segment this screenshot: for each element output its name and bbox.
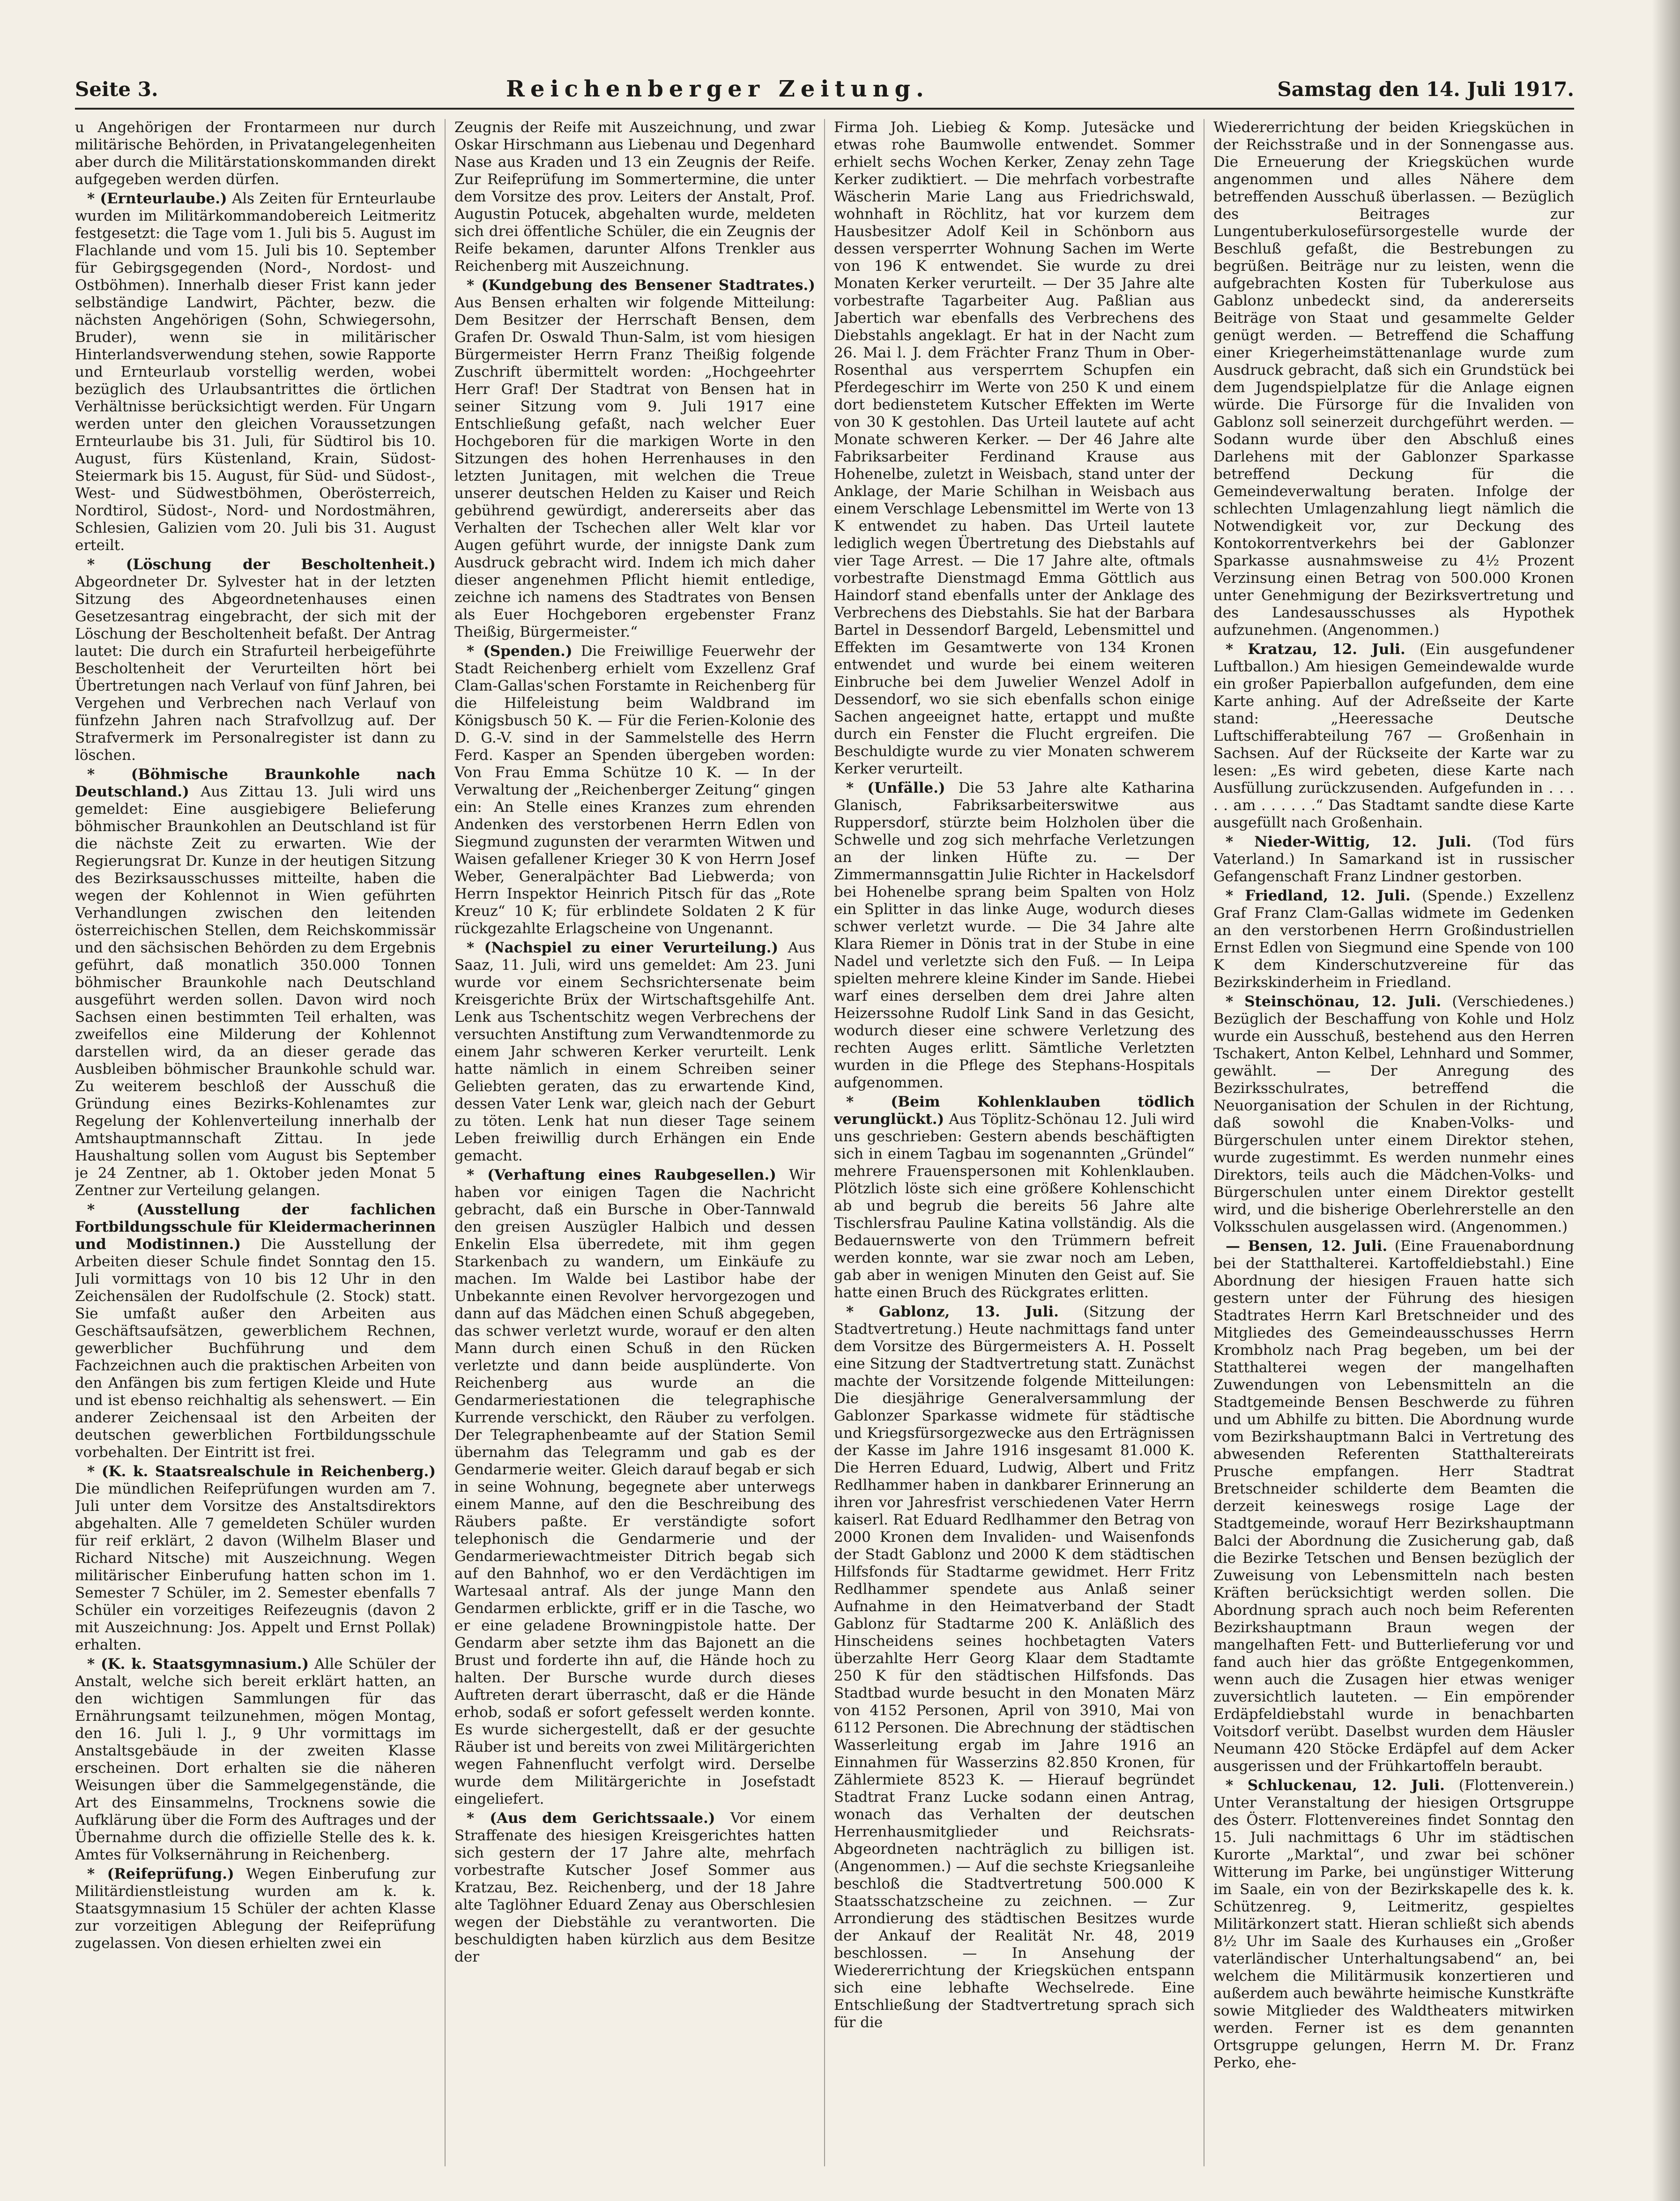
article (1213, 833, 1574, 885)
column-1 (75, 119, 436, 2166)
article-body: Die Freiwillige Feuerwehr der Stadt Reichenberg erhielt vom Exzellenz Graf Clam-Gallas'schen Forstamte in Reichenberg für die Hilfeleistung beim Waldbrand im Königsbusch 50 K. — Für die Ferien-Kolonie des D. G.-V. sind in der Sammelstelle des Herrn Ferd. Kasper an Spenden übergeben worden: Von Frau Emma Schütze 10 K. — In der Verwaltung der „Reichenberger Zeitung“ gingen ein: An Stelle eines Kranzes zum ehrenden Andenken des verstorbenen Herrn Edlen von Siegmund zugunsten der verarmten Witwen und Waisen gefallener Krieger 30 K von Herrn Josef Weber, Generalpächter Bad Liebwerda; von Herrn Inspektor Heinrich Pitsch für das „Rote Kreuz“ 10 K; für erblindete Soldaten 2 K für rückgezahlte Erlagscheine von Ungenannt. (454, 643, 815, 937)
article-headline: * (Ernteurlaube.) (87, 190, 227, 207)
article (75, 119, 436, 188)
page-number: Seite 3. (75, 77, 158, 101)
article-body: Aus Saaz, 11. Juli, wird uns gemeldet: Am 23. Juni wurde vor einem Sechsrichtersenate beim Kreisgerichte Brüx der Wirtschaftsgehilfe Ant. Lenk aus Tschentschitz wegen Verbrechens der versuchten Anstiftung zum Verwandtenmorde zu einem Jahr schweren Kerker verurteilt. Lenk hatte nämlich in einem Schreiben seiner Geliebten geraten, das zu erwartende Kind, dessen Vater Lenk war, gleich nach der Geburt zu töten. Lenk hat nun dieser Tage seinem Leben freiwillig durch Erhängen ein Ende gemacht. (454, 939, 815, 1164)
article-body: Wiedererrichtung der beiden Kriegsküchen in der Reichsstraße und in der Sonnengasse aus. Die Erneuerung der Kriegsküchen wurde angenommen und alles Nähere dem betreffenden Ausschuß überlassen. — Bezüglich des Beitrages zur Lungentuberkulosefürsorgestelle wurde der Beschluß gefaßt, die Bestrebungen zu begrüßen. Beiträge nur zu leisten, wenn die aufgebrachten Kosten für Tuberkulose aus Gablonz unbedeckt sind, da andererseits Beiträge von Staat und gesammelte Gelder genügt werden. — Betreffend die Schaffung einer Kriegerheimstättenanlage wurde zum Ausdruck gebracht, daß sich ein Grundstück bei dem Jugendspielplatze für die Anlage eignen würde. Die Fürsorge für die Invaliden von Gablonz soll seinerzeit durchgeführt werden. — Sodann wurde über den Abschluß eines Darlehens mit der Gablonzer Sparkasse betreffend Deckung für die Gemeindeverwaltung beraten. Infolge der schlechten Umlagenzahlung liegt nämlich die Notwendigkeit vor, zur Deckung des Kontokorrentverkehrs bei der Gablonzer Sparkasse ausnahmsweise zu 4½ Prozent Verzinsung einen Betrag von 500.000 Kronen unter Genehmigung der Bezirksvertretung und des Landesausschusses als Hypothek aufzunehmen. (Angenommen.) (1213, 119, 1574, 639)
article (1213, 993, 1574, 1236)
article (454, 643, 815, 937)
article-headline: * Nieder-Wittig, 12. Juli. (1226, 833, 1472, 850)
article-headline: * (K. k. Staatsrealschule in Reichenberg.) (87, 1463, 436, 1480)
newspaper-page (75, 70, 1574, 2169)
article-body: (Sitzung der Stadtvertretung.) Heute nachmittags fand unter dem Vorsitze des Bürgermeisters A. H. Posselt eine Sitzung der Stadtvertretung statt. Zunächst machte der Vorsitzende folgende Mitteilungen: Die diesjährige Generalversammlung der Gablonzer Sparkasse widmete für städtische und Kriegsfürsorgezwecke aus den Erträgnissen der Kasse im Jahre 1916 insgesamt 81.000 K. Die Herren Eduard, Ludwig, Albert und Fritz Redlhammer haben in dankbarer Erinnerung an ihren vor Jahresfrist verschiedenen Vater Herrn kaiserl. Rat Eduard Redlhammer den Betrag von 2000 Kronen dem Invaliden- und Waisenfonds der Stadt Gablonz und 2000 K dem städtischen Hilfsfonds für Stadtarme gewidmet. Herr Fritz Redlhammer spendete aus Anlaß seiner Aufnahme in den Heimatverband der Stadt Gablonz für Stadtarme 200 K. Anläßlich des Hinscheidens seines hochbetagten Vaters überzahlte Herr Georg Klaar dem Stadtamte 250 K für den städtischen Hilfsfonds. Das Stadtbad wurde besucht in den Monaten März von 4152 Personen, April von 3910, Mai von 6112 Personen. Die Abrechnung der städtischen Wasserleitung ergab im Jahre 1916 an Einnahmen für Wasserzins 82.850 Kronen, für Zählermiete 8523 K. — Hierauf begründet Stadtrat Franz Lucke sodann einen Antrag, wonach das Verhalten der deutschen Herrenhausmitglieder und Reichsrats-Abgeordneten nachträglich zu billigen ist. (Angenommen.) — Auf die sechste Kriegsanleihe beschloß die Stadtvertretung 500.000 K Staatsschatzscheine zu zeichnen. — Zur Arrondierung des städtischen Besitzes wurde der Ankauf der Realität Nr. 48, 2019 beschlossen. — In Ansehung der Wiedererrichtung der Kriegsküchen entspann sich eine lebhafte Wechselrede. Eine Entschließung der Stadtvertretung sprach sich für die (834, 1303, 1195, 2031)
article-body: Aus Bensen erhalten wir folgende Mitteilung: Dem Besitzer der Herrschaft Bensen, dem Grafen Dr. Oswald Thun-Salm, ist vom hiesigen Bürgermeister Herrn Franz Theißig folgende Zuschrift übermittelt worden: „Hochgeehrter Herr Graf! Der Stadtrat von Bensen hat in seiner Sitzung vom 9. Juli 1917 eine Entschließung gefaßt, nach welcher Euer Hochgeboren für die markigen Worte in den Sitzungen des hohen Herrenhauses in den letzten Junitagen, mit welchen die Treue unserer deutschen Helden zu Kaiser und Reich gebührend gewürdigt, andererseits aber das Verhalten der Tschechen aller Welt klar vor Augen geführt wurde, der innigste Dank zum Ausdruck gebracht wird. Indem ich mich daher dieser angenehmen Pflicht hiemit entledige, zeichne ich namens des Stadtrates von Bensen als Euer Hochgeboren ergebenster Franz Theißig, Bürgermeister.“ (454, 294, 815, 640)
article (75, 1866, 436, 1952)
article-body: Die mündlichen Reifeprüfungen wurden am 7. Juli unter dem Vorsitze des Anstaltsdirektors abgehalten. Alle 7 gemeldeten Schüler wurden für reif erklärt, 2 davon (Wilhelm Blaser und Richard Nitsche) mit Auszeichnung. Wegen militärischer Einberufung hatten schon im 1. Semester 7 Schüler, im 2. Semester ebenfalls 7 Schüler ein vorzeitiges Reifezeugnis (davon 2 mit Auszeichnung: Jos. Appelt und Ernst Pollak) erhalten. (75, 1480, 436, 1653)
article-body: (Eine Frauenabordnung bei der Statthalterei. Kartoffeldiebstahl.) Eine Abordnung der hiesigen Frauen hatte sich gestern unter der Führung des hiesigen Stadtrates Herrn Karl Bretschneider und des Mitgliedes des Gemeindeausschusses Herrn Krombholz nach Prag begeben, um bei der Statthalterei wegen der mangelhaften Zuwendungen von Lebensmitteln an die Stadtgemeinde Bensen Beschwerde zu führen und um Abhilfe zu bitten. Die Abordnung wurde vom Bezirkshauptmann Balci in Vertretung des abwesenden Referenten Statthaltereirats Prusche empfangen. Herr Stadtrat Bretschneider schilderte dem Beamten die derzeit keineswegs rosige Lage der Stadtgemeinde, worauf Herr Bezirkshauptmann Balci der Abordnung die Zusicherung gab, daß die Bezirke Tetschen und Bensen bezüglich der Zuweisung von Lebensmitteln nach besten Kräften berücksichtigt werden sollen. Die Abordnung sprach auch noch beim Referenten Bezirkshauptmann Braun wegen der mangelhaften Fett- und Butterlieferung vor und fand auch hier das größte Entgegenkommen, wenn auch die Zusagen hier etwas weniger zuversichtlich lauteten. — Ein empörender Erdäpfeldiebstahl wurde in benachbarten Voitsdorf verübt. Daselbst wurden dem Häusler Neumann 420 Stöcke Erdäpfel auf dem Acker ausgerissen und der Frühkartoffeln beraubt. (1213, 1238, 1574, 1775)
article-body: Als Zeiten für Ernteurlaube wurden im Militärkommandobereich Leitmeritz festgesetzt: die Tage vom 1. Juli bis 5. August im Flachlande und vom 15. Juli bis 10. September für Gebirgsgegenden (Nord-, Nordost- und Ostböhmen). Innerhalb dieser Frist kann jeder selbständige Landwirt, Pächter, bezw. die nächsten Angehörigen (Sohn, Schwiegersohn, Bruder), wenn sie in militärischer Hinterlandsverwendung stehen, sowie Rapporte und Ernteurlaub vorstellig werden, wobei bezüglich des Urlaubsantrittes die örtlichen Verhältnisse berücksichtigt werden. Für Ungarn werden unter den gleichen Voraussetzungen Ernteurlaube bis 31. Juli, für Südtirol bis 10. August, fürs Küstenland, Krain, Südost-Steiermark bis 15. August, für Süd- und Südost-, West- und Südwestböhmen, Oberösterreich, Nordtirol, Südost-, Nord- und Nordostmähren, Schlesien, Galizien vom 20. Juli bis 31. August erteilt. (75, 190, 436, 554)
article-body: Zeugnis der Reife mit Auszeichnung, und zwar Oskar Hirschmann aus Liebenau und Degenhard Nase aus Kraden und 13 ein Zeugnis der Reife. Zur Reifeprüfung im Sommertermine, die unter dem Vorsitze des prov. Leiters der Anstalt, Prof. Augustin Potucek, abgehalten wurde, meldeten sich drei öffentliche Schüler, die ein Zeugnis der Reife bekamen, darunter Alfons Trenkler aus Reichenberg mit Auszeichnung. (454, 119, 815, 275)
article-headline: * (Böhmische Braunkohle nach Deutschland.) (75, 766, 436, 800)
column-3 (834, 119, 1195, 2166)
article (454, 119, 815, 275)
article (454, 277, 815, 641)
article-body: (Flottenverein.) Unter Veranstaltung der hiesigen Ortsgruppe des Österr. Flottenvereines findet Sonntag den 15. Juli nachmittags 6 Uhr im städtischen Kurorte „Marktal“, und zwar bei schöner Witterung im Parke, bei ungünstiger Witterung im Saale, ein von der Bezirkskapelle des k. k. Schützenreg. 9, Leitmeritz, gespieltes Militärkonzert statt. Hieran schließt sich abends 8½ Uhr im Saale des Kurhauses ein „Großer vaterländischer Unterhaltungsabend“ an, bei welchem die Militärmusik konzertieren und außerdem auch bewährte heimische Kunstkräfte sowie Mitglieder des Waldtheaters mitwirken werden. Ferner ist es dem genannten Ortsgruppe gelungen, Herrn M. Dr. Franz Perko, ehe- (1213, 1777, 1574, 2071)
article-headline: * Kratzau, 12. Juli. (1226, 641, 1405, 658)
article-body: Die 53 Jahre alte Katharina Glanisch, Fabriksarbeiterswitwe aus Ruppersdorf, stürzte beim Holzholen über die Schwelle und zog sich mehrfache Verletzungen an der linken Hüfte zu. — Der Zimmermannsgattin Julie Richter in Hackelsdorf bei Hohenelbe sprang beim Spalten von Holz ein Splitter in das linke Auge, wodurch dieses schwer verletzt wurde. — Die 34 Jahre alte Klara Riemer in Dönis trat in der Stube in eine Nadel und verletzte sich den Fuß. — In Leipa spielten mehrere kleine Kinder im Sande. Hiebei warf eines derselben dem drei Jahre alten Heizerssohne Rudolf Link Sand in das Gesicht, wodurch dieser eine schwere Verletzung des rechten Auges erlitt. Sämtliche Verletzten wurden in die Pflege des Stephans-Hospitals aufgenommen. (834, 780, 1195, 1091)
article-headline: * Schluckenau, 12. Juli. (1226, 1777, 1445, 1794)
article-headline: * (Kundgebung des Bensener Stadtrates.) (467, 277, 815, 294)
article-headline: * (Unfälle.) (846, 780, 945, 796)
column-2 (454, 119, 815, 2166)
issue-date: Samstag den 14. Juli 1917. (1277, 77, 1574, 101)
scan-edge-shadow (1652, 0, 1680, 2201)
article-body: Wegen Einberufung zur Militärdienstleistung wurden am k. k. Staatsgymnasium 15 Schüler der achten Klasse zur vorzeitigen Ablegung der Reifeprüfung zugelassen. Von diesen erhielten zwei ein (75, 1866, 436, 1952)
article-headline: * Steinschönau, 12. Juli. (1226, 993, 1442, 1010)
masthead (75, 70, 1574, 110)
article-body: u Angehörigen der Frontarmeen nur durch militärische Behörden, in Privatangelegenheiten aber durch die Militärstationskommanden direkt aufgegeben werden dürfen. (75, 119, 436, 188)
article-headline: * (Spenden.) (467, 643, 572, 660)
article (834, 1303, 1195, 2031)
article (75, 1463, 436, 1654)
text-columns (75, 119, 1574, 2166)
article-body: Firma Joh. Liebieg & Komp. Jutesäcke und etwas rohe Baumwolle entwendet. Sommer erhielt sechs Wochen Kerker, Zenay zehn Tage Kerker zudiktiert. — Die mehrfach vorbestrafte Wäscherin Marie Lang aus Friedrichswald, wohnhaft in Röchlitz, hat vor kurzem dem Hausbesitzer Adolf Keil in Schönborn aus dessen versperrter Wohnung Sachen im Werte von 196 K entwendet. Sie wurde zu drei Monaten Kerker verurteilt. — Der 35 Jahre alte vorbestrafte Tagarbeiter Aug. Paßlian aus Jabertich war ebenfalls des Verbrechens des Diebstahls angeklagt. Er hat in der Nacht zum 26. Mai l. J. dem Frächter Franz Thum in Ober-Rosenthal aus versperrtem Schupfen ein Pferdegeschirr im Werte von 250 K und einem dort bedienstetem Kutscher Effekten im Werte von 30 K gestohlen. Das Urteil lautete auf acht Monate schweren Kerker. — Der 46 Jahre alte Fabriksarbeiter Ferdinand Krause aus Hohenelbe, zuletzt in Weisbach, stand unter der Anklage, der Marie Schilhan in Weisbach aus einem Verschlage Lebensmittel im Werte von 13 K entwendet zu haben. Das Urteil lautete lediglich wegen Übertretung des Diebstahls auf vier Tage Arrest. — Die 17 Jahre alte, oftmals vorbestrafte Dienstmagd Emma Göttlich aus Haindorf stand ebenfalls unter der Anklage des Verbrechens des Diebstahls. Sie hat der Barbara Bartel in Dessendorf Bargeld, Lebensmittel und Effekten im Gesamtwerte von 134 Kronen entwendet und wurde bei einem weiteren Einbruche bei dem Juwelier Wenzel Adolf in Dessendorf, wo sie sich ebenfalls schon einige Sachen angeeignet hatte, ertappt und mußte durch ein Fenster die Flucht ergreifen. Die Beschuldigte wurde zu vier Monaten schwerem Kerker verurteilt. (834, 119, 1195, 777)
article-headline: * (K. k. Staatsgymnasium.) (87, 1656, 309, 1673)
article-headline: * (Ausstellung der fachlichen Fortbildungsschule für Kleidermacherinnen und Modistinnen.) (75, 1201, 436, 1253)
article-body: Abgeordneter Dr. Sylvester hat in der letzten Sitzung des Abgeordnetenhauses einen Gesetzesantrag eingebracht, der sich mit der Löschung der Bescholtenheit befaßt. Der Antrag lautet: Die durch ein Strafurteil herbeigeführte Bescholtenheit der Verurteilten hört bei Übertretungen nach Verlauf von fünf Jahren, bei Vergehen und Verbrechen nach Verlauf von fünfzehn Jahren nach Strafvollzug auf. Der Strafvermerk im Personalregister ist dann zu löschen. (75, 573, 436, 764)
article (834, 119, 1195, 778)
article-body: (Tod fürs Vaterland.) In Samarkand ist in russischer Gefangenschaft Franz Lindner gestorben. (1213, 833, 1574, 885)
article-headline: * Gablonz, 13. Juli. (846, 1303, 1059, 1320)
article (75, 190, 436, 554)
article (834, 1093, 1195, 1301)
article (1213, 119, 1574, 639)
article-headline: * (Verhaftung eines Raubgesellen.) (467, 1167, 776, 1183)
article-body: (Ein ausgefundener Luftballon.) Am hiesigen Gemeindewalde wurde ein großer Papierballon aufgefunden, dem eine Karte anhing. Auf der Adreßseite der Karte stand: „Heeressache Deutsche Luftschifferabteilung 767 — Großenhain in Sachsen. Auf der Rückseite der Karte war zu lesen: „Es wird gebeten, diese Karte nach Ausfüllung zurückzusenden. Aufgefunden in . . . . . am . . . . . .“ Das Stadtamt sandte diese Karte ausgefüllt nach Großenhain. (1213, 641, 1574, 831)
article (75, 766, 436, 1199)
article-body: Die Ausstellung der Arbeiten dieser Schule findet Sonntag den 15. Juli vormittags von 10 bis 12 Uhr in den Zeichensälen der Rudolfschule (2. Stock) statt. Sie umfaßt außer den Arbeiten aus Geschäftsaufsätzen, gewerblichem Rechnen, gewerblicher Buchführung und dem Fachzeichnen auch die praktischen Arbeiten von den Anfängen bis zum fertigen Kleide und Hute und ist ebenso reichhaltig als sehenswert. — Ein anderer Zeichensaal ist den Arbeiten der deutschen gewerblichen Fortbildungsschule vorbehalten. Der Eintritt ist frei. (75, 1236, 436, 1461)
article-headline: * (Nachspiel zu einer Verurteilung.) (467, 939, 779, 956)
article-body: (Spende.) Exzellenz Graf Franz Clam-Gallas widmete im Gedenken an den verstorbenen Herrn Großindustriellen Ernst Edlen von Siegmund eine Spende von 100 K dem Kinderschutzvereine für das Bezirkskinderheim in Friedland. (1213, 887, 1574, 991)
article (1213, 641, 1574, 832)
article-headline: * (Löschung der Bescholtenheit.) (87, 556, 436, 573)
article-headline: * (Beim Kohlenklauben tödlich verunglückt.) (834, 1093, 1195, 1128)
article-body: (Verschiedenes.) Bezüglich der Beschaffung von Kohle und Holz wurde ein Ausschuß, bestehend aus den Herren Tschakert, Anton Kelbel, Lehnhard und Sommer, gewählt. — Der Anregung des Bezirksschulrates, betreffend die Neuorganisation der Schulen in der Richtung, daß sowohl die Knaben-Volks- und Bürgerschulen unter einem Direktor stehen, wurde zugestimmt. Es werden nunmehr eines Direktors, teils auch die Mädchen-Volks- und Bürgerschulen unter einem Direktor gestellt wird, und die bisherige Oberlehrerstelle an den Volksschulen ausgelassen wird. (Angenommen.) (1213, 993, 1574, 1235)
article-headline: * Friedland, 12. Juli. (1226, 887, 1411, 904)
article (454, 939, 815, 1165)
article (834, 780, 1195, 1092)
article (75, 1656, 436, 1864)
article (1213, 1777, 1574, 2072)
article-body: Vor einem Straffenate des hiesigen Kreisgerichtes hatten sich gestern der 17 Jahre alte, mehrfach vorbestrafte Kutscher Josef Sommer aus Kratzau, Bez. Reichenberg, und der 18 Jahre alte Taglöhner Eduard Zenay aus Oberschlesien wegen der Diebstähle zu verantworten. Die beschuldigten haben kürzlich aus dem Besitze der (454, 1810, 815, 1965)
article (1213, 887, 1574, 991)
article (454, 1167, 815, 1808)
article (75, 1201, 436, 1461)
article-body: Aus Zittau 13. Juli wird uns gemeldet: Eine ausgiebigere Belieferung böhmischer Braunkohlen an Deutschland ist für die nächste Zeit zu erwarten. Wie der Regierungsrat Dr. Kunze in der heutigen Sitzung des Bezirksausschusses mitteilte, haben die wegen der Kohlennot in Wien geführten Verhandlungen zwischen den leitenden österreichischen Stellen, dem Reichskommissär und den sächsischen Behörden zu dem Ergebnis geführt, daß monatlich 350.000 Tonnen böhmischer Braunkohle nach Deutschland ausgeführt werden sollen. Davon wird noch Sachsen einen bestimmten Teil erhalten, was zweifellos eine Milderung der Kohlennot darstellen wird, da an dieser gerade das Ausbleiben böhmischer Braunkohle schuld war. Zu weiterem beschloß der Ausschuß die Gründung eines Bezirks-Kohlenamtes zur Regelung der Kohlenverteilung innerhalb der Amtshauptmannschaft Zittau. In jede Haushaltung sollen vom August bis September je 24 Zentner, ab 1. Oktober jeden Monat 5 Zentner zur Verteilung gelangen. (75, 783, 436, 1199)
article-body: Aus Töplitz-Schönau 12. Juli wird uns geschrieben: Gestern abends beschäftigten sich in einem Tagbau im sogenannten „Gründel“ mehrere Frauenspersonen mit Kohlenklauben. Plötzlich löste sich eine größere Kohlenschicht ab und begrub die bereits 56 Jahre alte Tischlersfrau Pauline Katina vollständig. Als die Bedauernswerte von den Trümmern befreit werden konnte, war sie zwar noch am Leben, gab aber in wenigen Minuten den Geist auf. Sie hatte einen Bruch des Rückgrates erlitten. (834, 1111, 1195, 1301)
column-divider (824, 119, 825, 2166)
article-headline: * (Aus dem Gerichtssaale.) (467, 1810, 715, 1827)
article (454, 1810, 815, 1966)
article-headline: — Bensen, 12. Juli. (1226, 1238, 1388, 1255)
article (1213, 1238, 1574, 1775)
column-divider (445, 119, 446, 2166)
article-headline: * (Reifeprüfung.) (87, 1866, 234, 1882)
article (75, 556, 436, 764)
newspaper-title: Reichenberger Zeitung. (506, 76, 929, 102)
column-4 (1213, 119, 1574, 2166)
article-body: Alle Schüler der Anstalt, welche sich bereit erklärt hatten, an den wichtigen Sammlungen für das Ernährungsamt teilzunehmen, mögen Montag, den 16. Juli l. J., 9 Uhr vormittags im Anstaltsgebäude in der zweiten Klasse erscheinen. Dort erhalten sie die näheren Weisungen über die Sammelgegenstände, die Art des Einsammelns, Trocknens sowie die Aufklärung über die Form des Auftrages und der Übernahme durch die offizielle Stelle des k. k. Amtes für Volksernährung in Reichenberg. (75, 1656, 436, 1863)
article-body: Wir haben vor einigen Tagen die Nachricht gebracht, daß ein Bursche in Ober-Tannwald den greisen Auszügler Halbich und dessen Enkelin Elsa überredete, mit ihm gegen Starkenbach zu wandern, um Einkäufe zu machen. Im Walde bei Lastibor habe der Unbekannte einen Revolver hervorgezogen und dann auf das Mädchen einen Schuß abgegeben, das schwer verletzt wurde, worauf er den alten Mann durch einen Schuß in den Rücken verletzte und dann beide ausplünderte. Von Reichenberg aus wurde an die Gendarmeriestationen die telegraphische Kurrende verschickt, den Räuber zu verfolgen. Der Telegraphenbeamte auf der Station Semil übernahm das Telegramm und gab es der Gendarmerie weiter. Gleich darauf begab er sich in seine Wohnung, begegnete aber unterwegs einem Manne, auf den die Beschreibung des Räubers paßte. Er verständigte sofort telephonisch die Gendarmerie und der Gendarmeriewachtmeister Ditrich begab sich auf den Bahnhof, wo er den Verdächtigen im Wartesaal antraf. Als der junge Mann den Gendarmen erblickte, griff er in die Tasche, wo er eine geladene Browningpistole hatte. Der Gendarm aber setzte ihm das Bajonett an die Brust und forderte ihn auf, die Hände hoch zu halten. Der Bursche wurde durch dieses Auftreten derart überrascht, daß er die Hände erhob, sodaß er sofort gefesselt werden konnte. Es wurde sichergestellt, daß er der gesuchte Räuber ist und bereits von zwei Militärgerichten wegen Fahnenflucht verfolgt wird. Derselbe wurde dem Militärgerichte in Josefstadt eingeliefert. (454, 1167, 815, 1807)
